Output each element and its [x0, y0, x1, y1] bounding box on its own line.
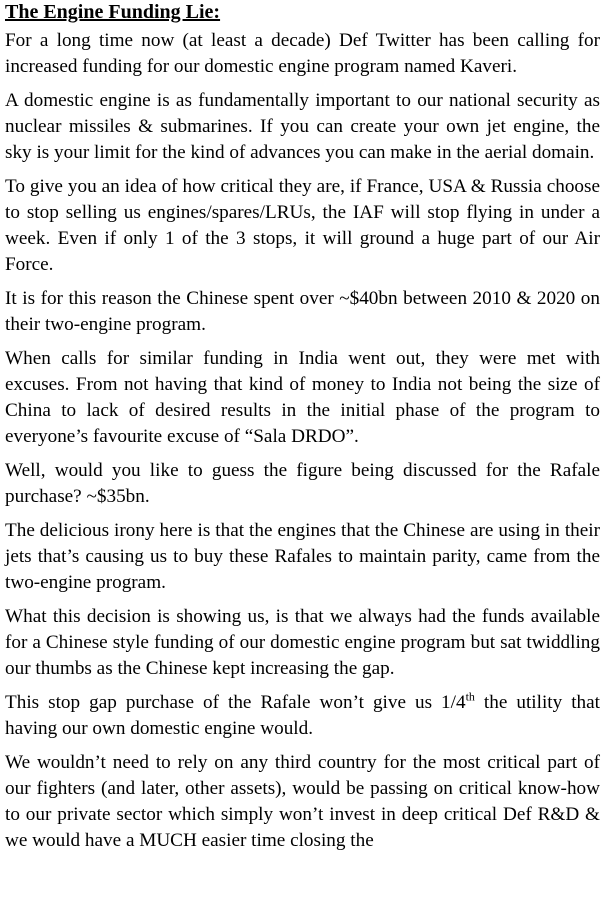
document-title: The Engine Funding Lie: — [5, 1, 221, 23]
paragraph-9 — [5, 690, 600, 742]
paragraph-9-before: This stop gap purchase of the Rafale won’t give us 1/4 — [5, 692, 466, 713]
paragraph-7: The delicious irony here is that the engines that the Chinese are using in their jets that’s causing us to buy these Rafales to maintain parity, came from the two-engine program. — [5, 520, 600, 593]
paragraph-5: When calls for similar funding in India went out, they were met with excuses. From not having that kind of money to India not being the size of China to lack of desired results in the initial phase of the program to everyone’s favourite excuse of “Sala DRDO”. — [5, 348, 600, 447]
paragraph-2: A domestic engine is as fundamentally important to our national security as nuclear missiles & submarines. If you can create your own jet engine, the sky is your limit for the kind of advances you can make in the aerial domain. — [5, 90, 600, 163]
paragraph-9-after: the utility that having our own domestic engine would. — [5, 692, 600, 739]
paragraph-4: It is for this reason the Chinese spent over ~$40bn between 2010 & 2020 on their two-engine program. — [5, 288, 600, 335]
paragraph-10: We wouldn’t need to rely on any third country for the most critical part of our fighters (and later, other assets), would be passing on critical know-how to our private sector which simply won’t invest in deep critical Def R&D & we would have a MUCH easier time closing the — [5, 752, 600, 851]
paragraph-9-superscript: th — [465, 689, 475, 704]
paragraph-3: To give you an idea of how critical they are, if France, USA & Russia choose to stop selling us engines/spares/LRUs, the IAF will stop flying in under a week. Even if only 1 of the 3 stops, it will ground a huge part of our Air Force. — [5, 176, 600, 275]
paragraph-8: What this decision is showing us, is that we always had the funds available for a Chinese style funding of our domestic engine program but sat twiddling our thumbs as the Chinese kept increasing the gap. — [5, 606, 600, 679]
paragraph-1: For a long time now (at least a decade) Def Twitter has been calling for increased funding for our domestic engine program named Kaveri. — [5, 30, 600, 77]
paragraph-6: Well, would you like to guess the figure being discussed for the Rafale purchase? ~$35bn. — [5, 460, 600, 507]
